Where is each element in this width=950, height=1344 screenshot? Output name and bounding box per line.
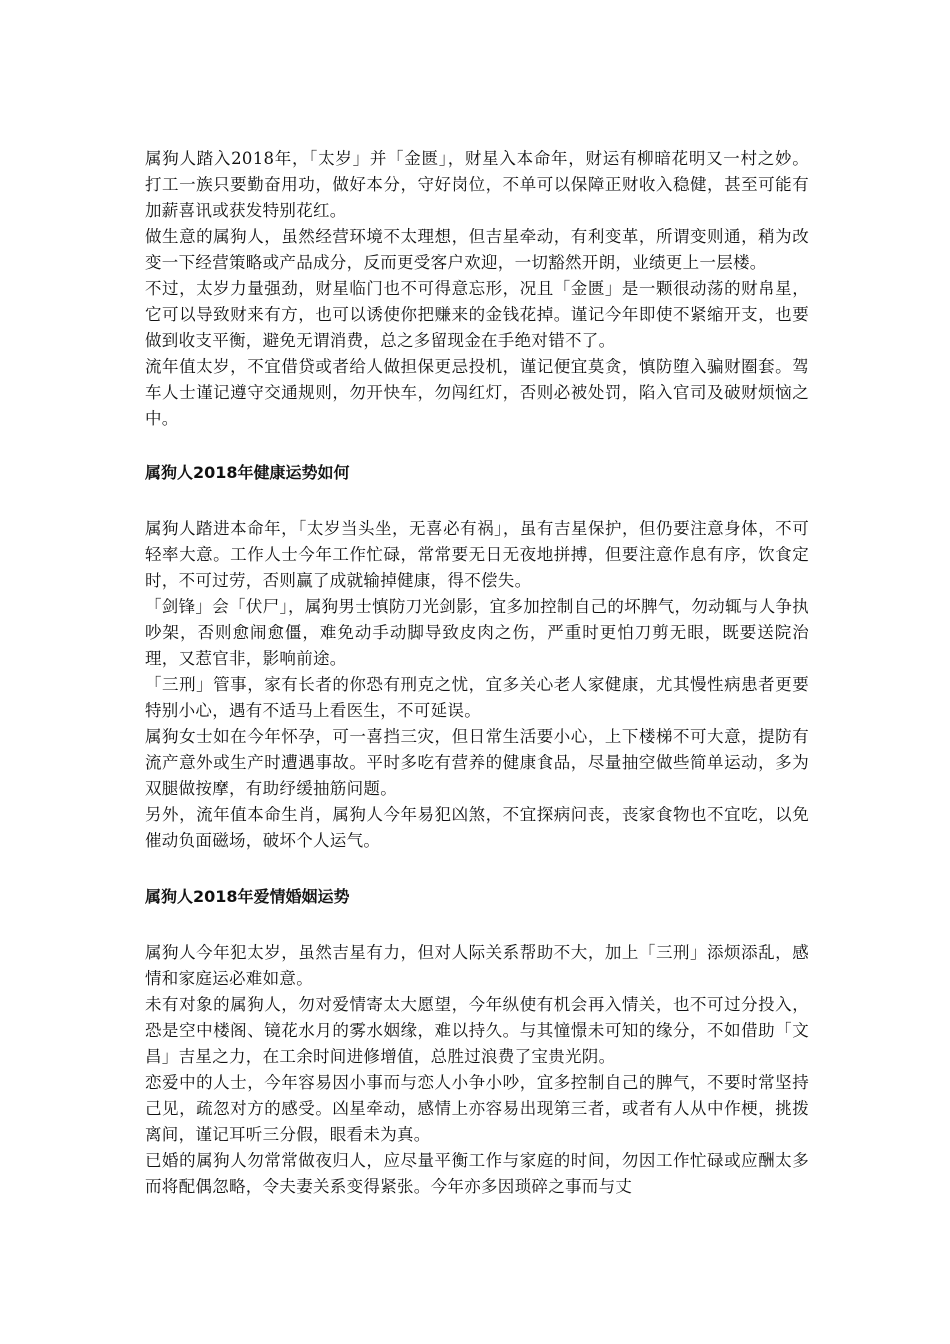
paragraph: 未有对象的属狗人，勿对爱情寄太大愿望，今年纵使有机会再入情关，也不可过分投入，恐是空中楼阁、镜花水月的雾水姻缘，难以持久。与其憧憬未可知的缘分，不如借助「文昌」吉星之力，在工余时间进修增值，总胜过浪费了宝贵光阴。: [145, 995, 809, 1066]
paragraph: 「三刑」管事，家有长者的你恐有刑克之忧，宜多关心老人家健康，尤其慢性病患者更要特别小心，遇有不适马上看医生，不可延误。: [145, 675, 809, 720]
paragraph: 属狗人踏入2018年，「太岁」并「金匮」，财星入本命年，财运有柳暗花明又一村之妙。打工一族只要勤奋用功，做好本分，守好岗位，不单可以保障正财收入稳健，甚至可能有加薪喜讯或获发特别花红。: [145, 149, 809, 220]
paragraph: 属狗人今年犯太岁，虽然吉星有力，但对人际关系帮助不大，加上「三刑」添烦添乱，感情和家庭运必难如意。: [145, 943, 809, 988]
section-heading-love: 属狗人2018年爱情婚姻运势: [145, 887, 350, 906]
paragraph: 做生意的属狗人，虽然经营环境不太理想，但吉星牵动，有利变革，所谓变则通，稍为改变一下经营策略或产品成分，反而更受客户欢迎，一切豁然开朗，业绩更上一层楼。: [145, 227, 809, 272]
paragraph: 流年值太岁，不宜借贷或者给人做担保更忌投机，谨记便宜莫贪，慎防堕入骗财圈套。驾车人士谨记遵守交通规则，勿开快车，勿闯红灯，否则必被处罚，陷入官司及破财烦恼之中。: [145, 357, 809, 428]
health-section: [145, 460, 809, 854]
paragraph: 属狗女士如在今年怀孕，可一喜挡三灾，但日常生活要小心，上下楼梯不可大意，提防有流产意外或生产时遭遇事故。平时多吃有营养的健康食品，尽量抽空做些简单运动，多为双腿做按摩，有助纾缓抽筋问题。: [145, 727, 809, 798]
document-body: [145, 146, 809, 1200]
paragraph: 「剑锋」会「伏尸」，属狗男士慎防刀光剑影，宜多加控制自己的坏脾气，勿动辄与人争执吵架，否则愈闹愈僵，难免动手动脚导致皮肉之伤，严重时更怕刀剪无眼，既要送院治理，又惹官非，影响前途。: [145, 597, 809, 668]
paragraph: 恋爱中的人士，今年容易因小事而与恋人小争小吵，宜多控制自己的脾气，不要时常坚持己见，疏忽对方的感受。凶星牵动，感情上亦容易出现第三者，或者有人从中作梗，挑拨离间，谨记耳听三分假，眼看未为真。: [145, 1073, 809, 1144]
paragraph: 不过，太岁力量强劲，财星临门也不可得意忘形，况且「金匮」是一颗很动荡的财帛星，它可以导致财来有方，也可以诱使你把赚来的金钱花掉。谨记今年即使不紧缩开支，也要做到收支平衡，避免无谓消费，总之多留现金在手绝对错不了。: [145, 279, 809, 350]
love-section: [145, 884, 809, 1200]
wealth-section: [145, 146, 809, 432]
paragraph: 属狗人踏进本命年，「太岁当头坐，无喜必有祸」，虽有吉星保护，但仍要注意身体，不可轻率大意。工作人士今年工作忙碌，常常要无日无夜地拼搏，但要注意作息有序，饮食定时，不可过劳，否则赢了成就输掉健康，得不偿失。: [145, 519, 809, 590]
section-heading-health: 属狗人2018年健康运势如何: [145, 463, 350, 482]
paragraph: 已婚的属狗人勿常常做夜归人，应尽量平衡工作与家庭的时间，勿因工作忙碌或应酬太多而将配偶忽略，令夫妻关系变得紧张。今年亦多因琐碎之事而与丈: [145, 1151, 809, 1196]
paragraph: 另外，流年值本命生肖，属狗人今年易犯凶煞，不宜探病问丧，丧家食物也不宜吃，以免催动负面磁场，破坏个人运气。: [145, 805, 809, 850]
